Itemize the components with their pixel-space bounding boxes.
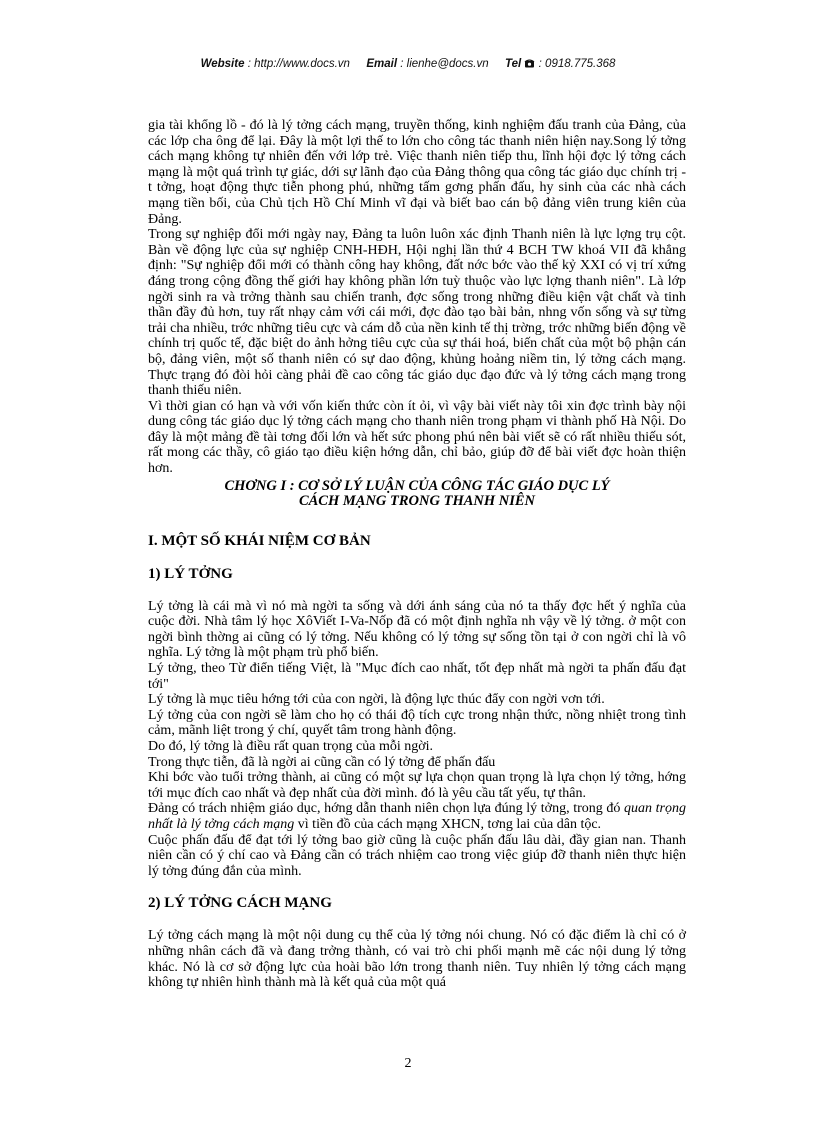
page-header bbox=[0, 58, 816, 70]
email-label: Email bbox=[366, 58, 398, 70]
chapter-title-line-2: CÁCH MẠNG TRONG THANH NIÊN bbox=[298, 492, 536, 509]
website-value: : http://www.docs.vn bbox=[247, 58, 350, 70]
intro-paragraph-3: Vì thời gian có hạn và với vốn kiến thức còn ít ỏi, vì vậy bài viết này tôi xin đợc trình bày nội dung công tác giáo dục lý tởng cách mạng cho thanh niên trong phạm vi thành phố Hà Nội. Do đây là một mảng đề tài tơng đối lớn và hết sức phong phú nên bài viết sẽ có rất nhiều thiếu sót, rất mong các thầy, cô giáo tạo điều kiện hớng dẫn, chỉ bảo, giúp đỡ để bài viết đợc hoàn thiện hơn. bbox=[148, 398, 686, 477]
document-body bbox=[148, 118, 686, 991]
subsection-heading-2: 2) LÝ TỞNG CÁCH MẠNG bbox=[148, 895, 332, 912]
email-value: : lienhe@docs.vn bbox=[400, 58, 489, 70]
page-number: 2 bbox=[404, 1056, 412, 1071]
text-span: Đảng có trách nhiệm giáo dục, hớng dẫn thanh niên chọn lựa đúng lý tởng, trong đó bbox=[148, 801, 625, 817]
section-heading: I. MỘT SỐ KHÁI NIỆM CƠ BẢN bbox=[148, 532, 371, 549]
tel-label: Tel bbox=[505, 58, 522, 70]
intro-paragraph-1: gia tài khổng lồ - đó là lý tởng cách mạng, truyền thống, kinh nghiệm đấu tranh của Đảng, của các lớp cha ông để lại. Đây là một lợi thế to lớn cho công tác thanh niên hiện nay.Song lý tởng cách mạng không tự nhiên đến với lớp trẻ. Việc thanh niên tiếp thu, lĩnh hội đợc lý tởng cách mạng là một quá trình tự giác, dới sự lãnh đạo của Đảng thông qua công tác giáo dục chính trị - t tởng, hoạt động thực tiễn phong phú, những tấm gơng phấn đấu, hy sinh của các nhà cách mạng tiền bối, của Chủ tịch Hồ Chí Minh vĩ đại và biết bao cán bộ đảng viên trung kiên của Đảng. bbox=[148, 118, 686, 227]
paragraph: Trong thực tiễn, đã là ngời ai cũng cần có lý tởng để phấn đấu bbox=[148, 754, 496, 770]
chapter-title-line-1: CHƠNG I : CƠ SỞ LÝ LUẬN CỦA CÔNG TÁC GIÁO DỤC LÝ bbox=[224, 477, 610, 494]
paragraph: Lý tởng cách mạng là một nội dung cụ thể của lý tởng nói chung. Nó có đặc điểm là chỉ có ở những nhân cách đã và đang trởng thành, có vai trò chi phối mạnh mẽ các nội dung lý tởng khác. Nó là cơ sở động lực của hoài bão lớn trong thanh niên. Tuy nhiên lý tởng cách mạng không tự nhiên hình thành mà là kết quả của một quá bbox=[148, 928, 686, 991]
intro-paragraph-2: Trong sự nghiệp đổi mới ngày nay, Đảng ta luôn luôn xác định Thanh niên là lực lợng trụ cột. Bàn về động lực của sự nghiệp CNH-HĐH, Hội nghị lần thứ 4 BCH TW khoá VII đã khẳng định: "Sự nghiệp đổi mới có thành công hay không, đất nớc bớc vào thế kỷ XXI có vị trí xứng đáng trong cộng đồng thế giới hay không phần lớn tuỳ thuộc vào lực lợng thanh niên". Là lớp ngời sinh ra và trởng thành sau chiến tranh, đợc sống trong những điều kiện vật chất và tinh thần đầy đủ hơn, tuy rất nhạy cảm với cái mới, đợc đào tạo bài bản, nhng vốn sống và sự từng trải cha nhiều, trớc những tiêu cực và cám dỗ của nền kinh tế thị trờng, trớc những biến động về chính trị quốc tế, đặc biệt do ảnh hởng tiêu cực của sự thái hoá, biến chất của một bộ phận cán bộ, đảng viên, một số thanh niên có sự dao động, khủng hoảng niềm tin, lý tởng cách mạng. Thực trạng đó đòi hỏi càng phải đề cao công tác giáo dục đạo đức và lý tởng cách mạng trong thanh thiếu niên. bbox=[148, 227, 686, 399]
paragraph-with-emphasis bbox=[148, 801, 686, 832]
paragraph: Lý tởng là cái mà vì nó mà ngời ta sống và dới ánh sáng của nó ta thấy đợc hết ý nghĩa của cuộc đời. Nhà tâm lý học XôViết I-Va-Nốp đã có một định nghĩa nh vậy về lý tởng. ở một con ngời bình thờng ai cũng có lý tởng. Nếu không có lý tởng sự sống tồn tại ở con ngời chỉ là vô nghĩa. Lý tởng là một phạm trù phổ biến. bbox=[148, 598, 686, 661]
paragraph: Lý tởng, theo Từ điển tiếng Việt, là "Mục đích cao nhất, tốt đẹp nhất mà ngời ta phấn đấu đạt tới" bbox=[148, 661, 686, 692]
paragraph: Do đó, lý tởng là điều rất quan trọng của mỗi ngời. bbox=[148, 739, 434, 754]
chapter-title bbox=[148, 479, 686, 509]
emphasized-text: quan trọng nhất là lý tởng cách mạng bbox=[148, 801, 687, 832]
paragraph: Lý tởng của con ngời sẽ làm cho họ có thái độ tích cực trong nhận thức, nồng nhiệt trong tình cảm, mãnh liệt trong ý chí, quyết tâm trong hành động. bbox=[148, 707, 686, 739]
paragraph: Cuộc phấn đấu để đạt tới lý tởng bao giờ cũng là cuộc phấn đấu lâu dài, đầy gian nan. Thanh niên cần có ý chí cao và Đảng cần có trách nhiệm cao trong việc giúp đỡ thanh niên thực hiện lý tởng đúng đắn của mình. bbox=[148, 832, 686, 879]
tel-value: : 0918.775.368 bbox=[538, 58, 616, 70]
phone-icon bbox=[524, 58, 538, 70]
subsection-heading-1: 1) LÝ TỞNG bbox=[148, 565, 233, 582]
text-span: vì tiền đồ của cách mạng XHCN, tơng lai của dân tộc. bbox=[294, 816, 602, 832]
website-label: Website bbox=[200, 58, 245, 70]
paragraph: Lý tởng là mục tiêu hớng tới của con ngời, là động lực thúc đẩy con ngời vơn tới. bbox=[148, 692, 605, 708]
subsection-2-body bbox=[148, 928, 686, 990]
subsection-1-body bbox=[148, 599, 686, 880]
paragraph: Khi bớc vào tuổi trởng thành, ai cũng có một sự lựa chọn quan trọng là lựa chọn lý tởng, hớng tới mục đích cao nhất và đẹp nhất của đời mình. đó là yêu cầu tất yếu, tự thân. bbox=[148, 770, 686, 801]
